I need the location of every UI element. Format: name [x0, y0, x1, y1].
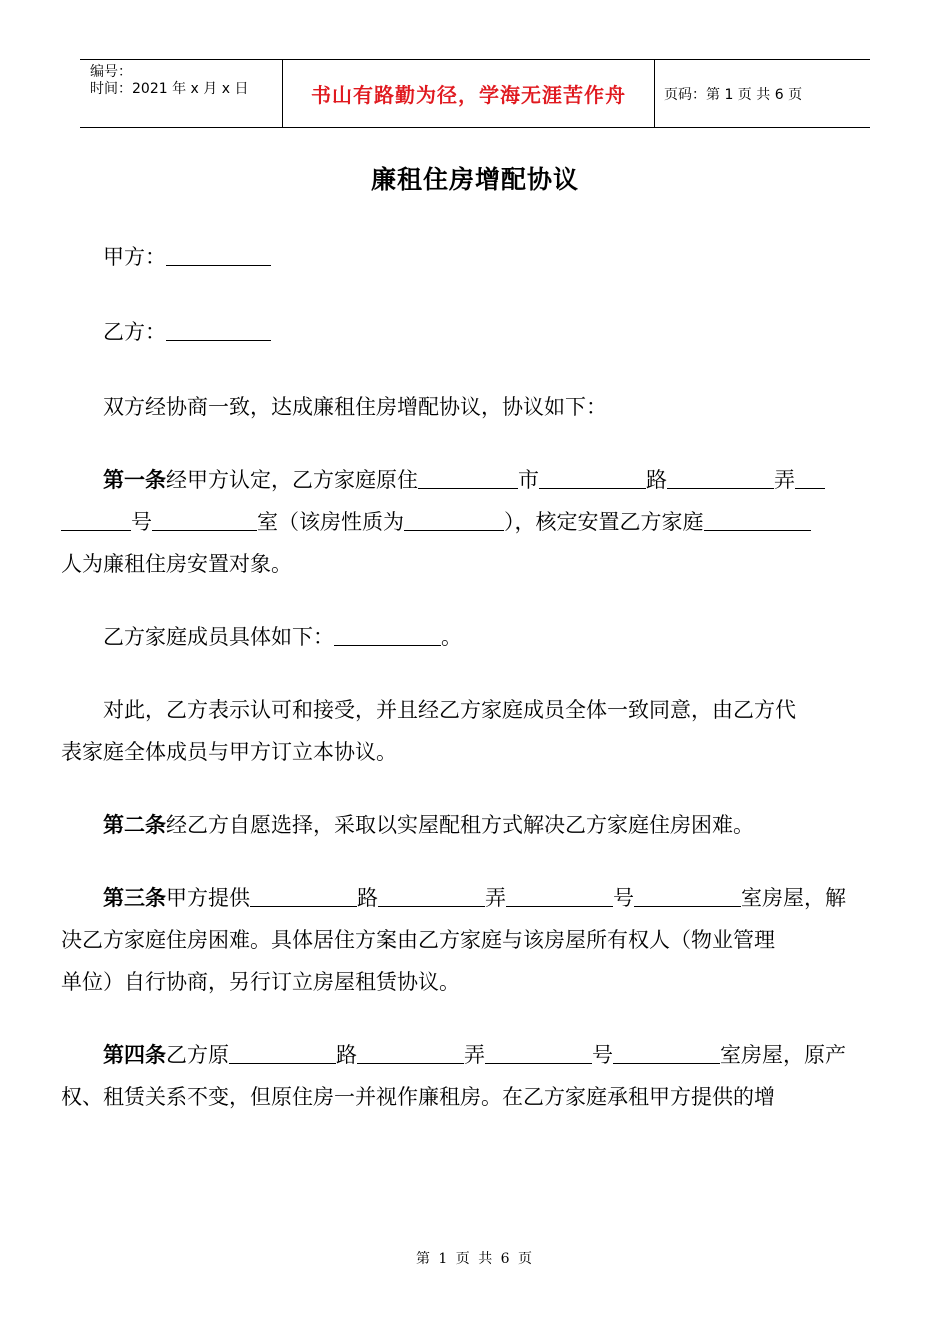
- article-3-heading: 第三条: [103, 885, 166, 910]
- members-blank: [334, 625, 441, 646]
- members-text: 乙方家庭成员具体如下：: [103, 625, 334, 649]
- city-blank: [418, 468, 518, 489]
- header-page-info: 页码：第 1 页 共 6 页: [664, 86, 803, 103]
- header-meta: [80, 60, 282, 127]
- art3-number-blank: [506, 886, 613, 907]
- article-4-line-1: [61, 1034, 891, 1076]
- article-3-line-3: 单位）自行协商，另行订立房屋租赁协议。: [61, 970, 460, 994]
- article-1-text-1: 经甲方认定，乙方家庭原住: [166, 468, 418, 492]
- article-3-text-4: 号: [613, 886, 634, 910]
- header-motto: 书山有路勤为径，学海无涯苦作舟: [282, 60, 655, 127]
- article-3-text-3: 弄: [485, 886, 506, 910]
- party-a-label: 甲方：: [103, 245, 166, 269]
- article-4-text-1: 乙方原: [166, 1043, 229, 1067]
- document-header: [80, 59, 870, 128]
- art3-room-blank: [634, 886, 741, 907]
- article-1-line-3: 人为廉租住房安置对象。: [61, 552, 292, 576]
- article-1-line-1: [61, 459, 891, 501]
- article-3-line-2: 决乙方家庭住房困难。具体居住方案由乙方家庭与该房屋所有权人（物业管理: [61, 928, 775, 952]
- article-1-text-4: 弄: [774, 468, 795, 492]
- household-count-blank: [704, 510, 811, 531]
- article-3-text-2: 路: [357, 886, 378, 910]
- time-label: 时间：2021 年 x 月 x 日: [90, 81, 249, 97]
- intro-paragraph: 双方经协商一致，达成廉租住房增配协议，协议如下：: [103, 395, 607, 419]
- art3-road-blank: [250, 886, 357, 907]
- art4-lane-blank: [357, 1043, 464, 1064]
- article-2-heading: 第二条: [103, 812, 166, 837]
- article-4-text-3: 弄: [464, 1043, 485, 1067]
- art4-number-blank: [485, 1043, 592, 1064]
- party-b-blank: [166, 320, 271, 341]
- document-title: 廉租住房增配协议: [370, 165, 579, 194]
- article-1-text-7: ），核定安置乙方家庭: [504, 510, 704, 534]
- consent-line-1: 对此，乙方表示认可和接受，并且经乙方家庭成员全体一致同意，由乙方代: [103, 698, 796, 722]
- art4-road-blank: [229, 1043, 336, 1064]
- article-1-text-3: 路: [646, 468, 667, 492]
- article-3-text-5: 室房屋，解: [741, 886, 846, 910]
- article-1-text-6: 室（该房性质为: [257, 510, 404, 534]
- party-b-line: [61, 311, 891, 353]
- page-footer: 第 1 页 共 6 页: [415, 1251, 535, 1267]
- article-4-text-5: 室房屋，原产: [720, 1043, 846, 1067]
- article-4-line-2: 权、租赁关系不变，但原住房一并视作廉租房。在乙方家庭承租甲方提供的增: [61, 1085, 775, 1109]
- number-blank-end: [61, 510, 131, 531]
- article-1-heading: 第一条: [103, 467, 166, 492]
- property-type-blank: [404, 510, 504, 531]
- number-label: 编号：: [90, 64, 132, 80]
- party-a-blank: [166, 245, 271, 266]
- article-4-text-4: 号: [592, 1043, 613, 1067]
- members-line: [61, 616, 891, 658]
- art4-room-blank: [613, 1043, 720, 1064]
- article-3-line-1: [61, 877, 891, 919]
- article-2-text: 经乙方自愿选择，采取以实屋配租方式解决乙方家庭住房困难。: [166, 813, 754, 837]
- party-a-line: [61, 236, 891, 278]
- document-body: [61, 236, 891, 1118]
- article-1-text-5: 号: [131, 510, 152, 534]
- lane-blank: [667, 468, 774, 489]
- room-blank: [152, 510, 257, 531]
- article-2-line: [61, 804, 891, 846]
- article-1-text-2: 市: [518, 468, 539, 492]
- members-end: 。: [441, 625, 462, 649]
- article-4-heading: 第四条: [103, 1042, 166, 1067]
- article-3-text-1: 甲方提供: [166, 886, 250, 910]
- road-blank: [539, 468, 646, 489]
- party-b-label: 乙方：: [103, 320, 166, 344]
- number-blank-start: [795, 468, 825, 489]
- art3-lane-blank: [378, 886, 485, 907]
- consent-line-2: 表家庭全体成员与甲方订立本协议。: [61, 740, 397, 764]
- article-4-text-2: 路: [336, 1043, 357, 1067]
- article-1-line-2: [61, 501, 891, 543]
